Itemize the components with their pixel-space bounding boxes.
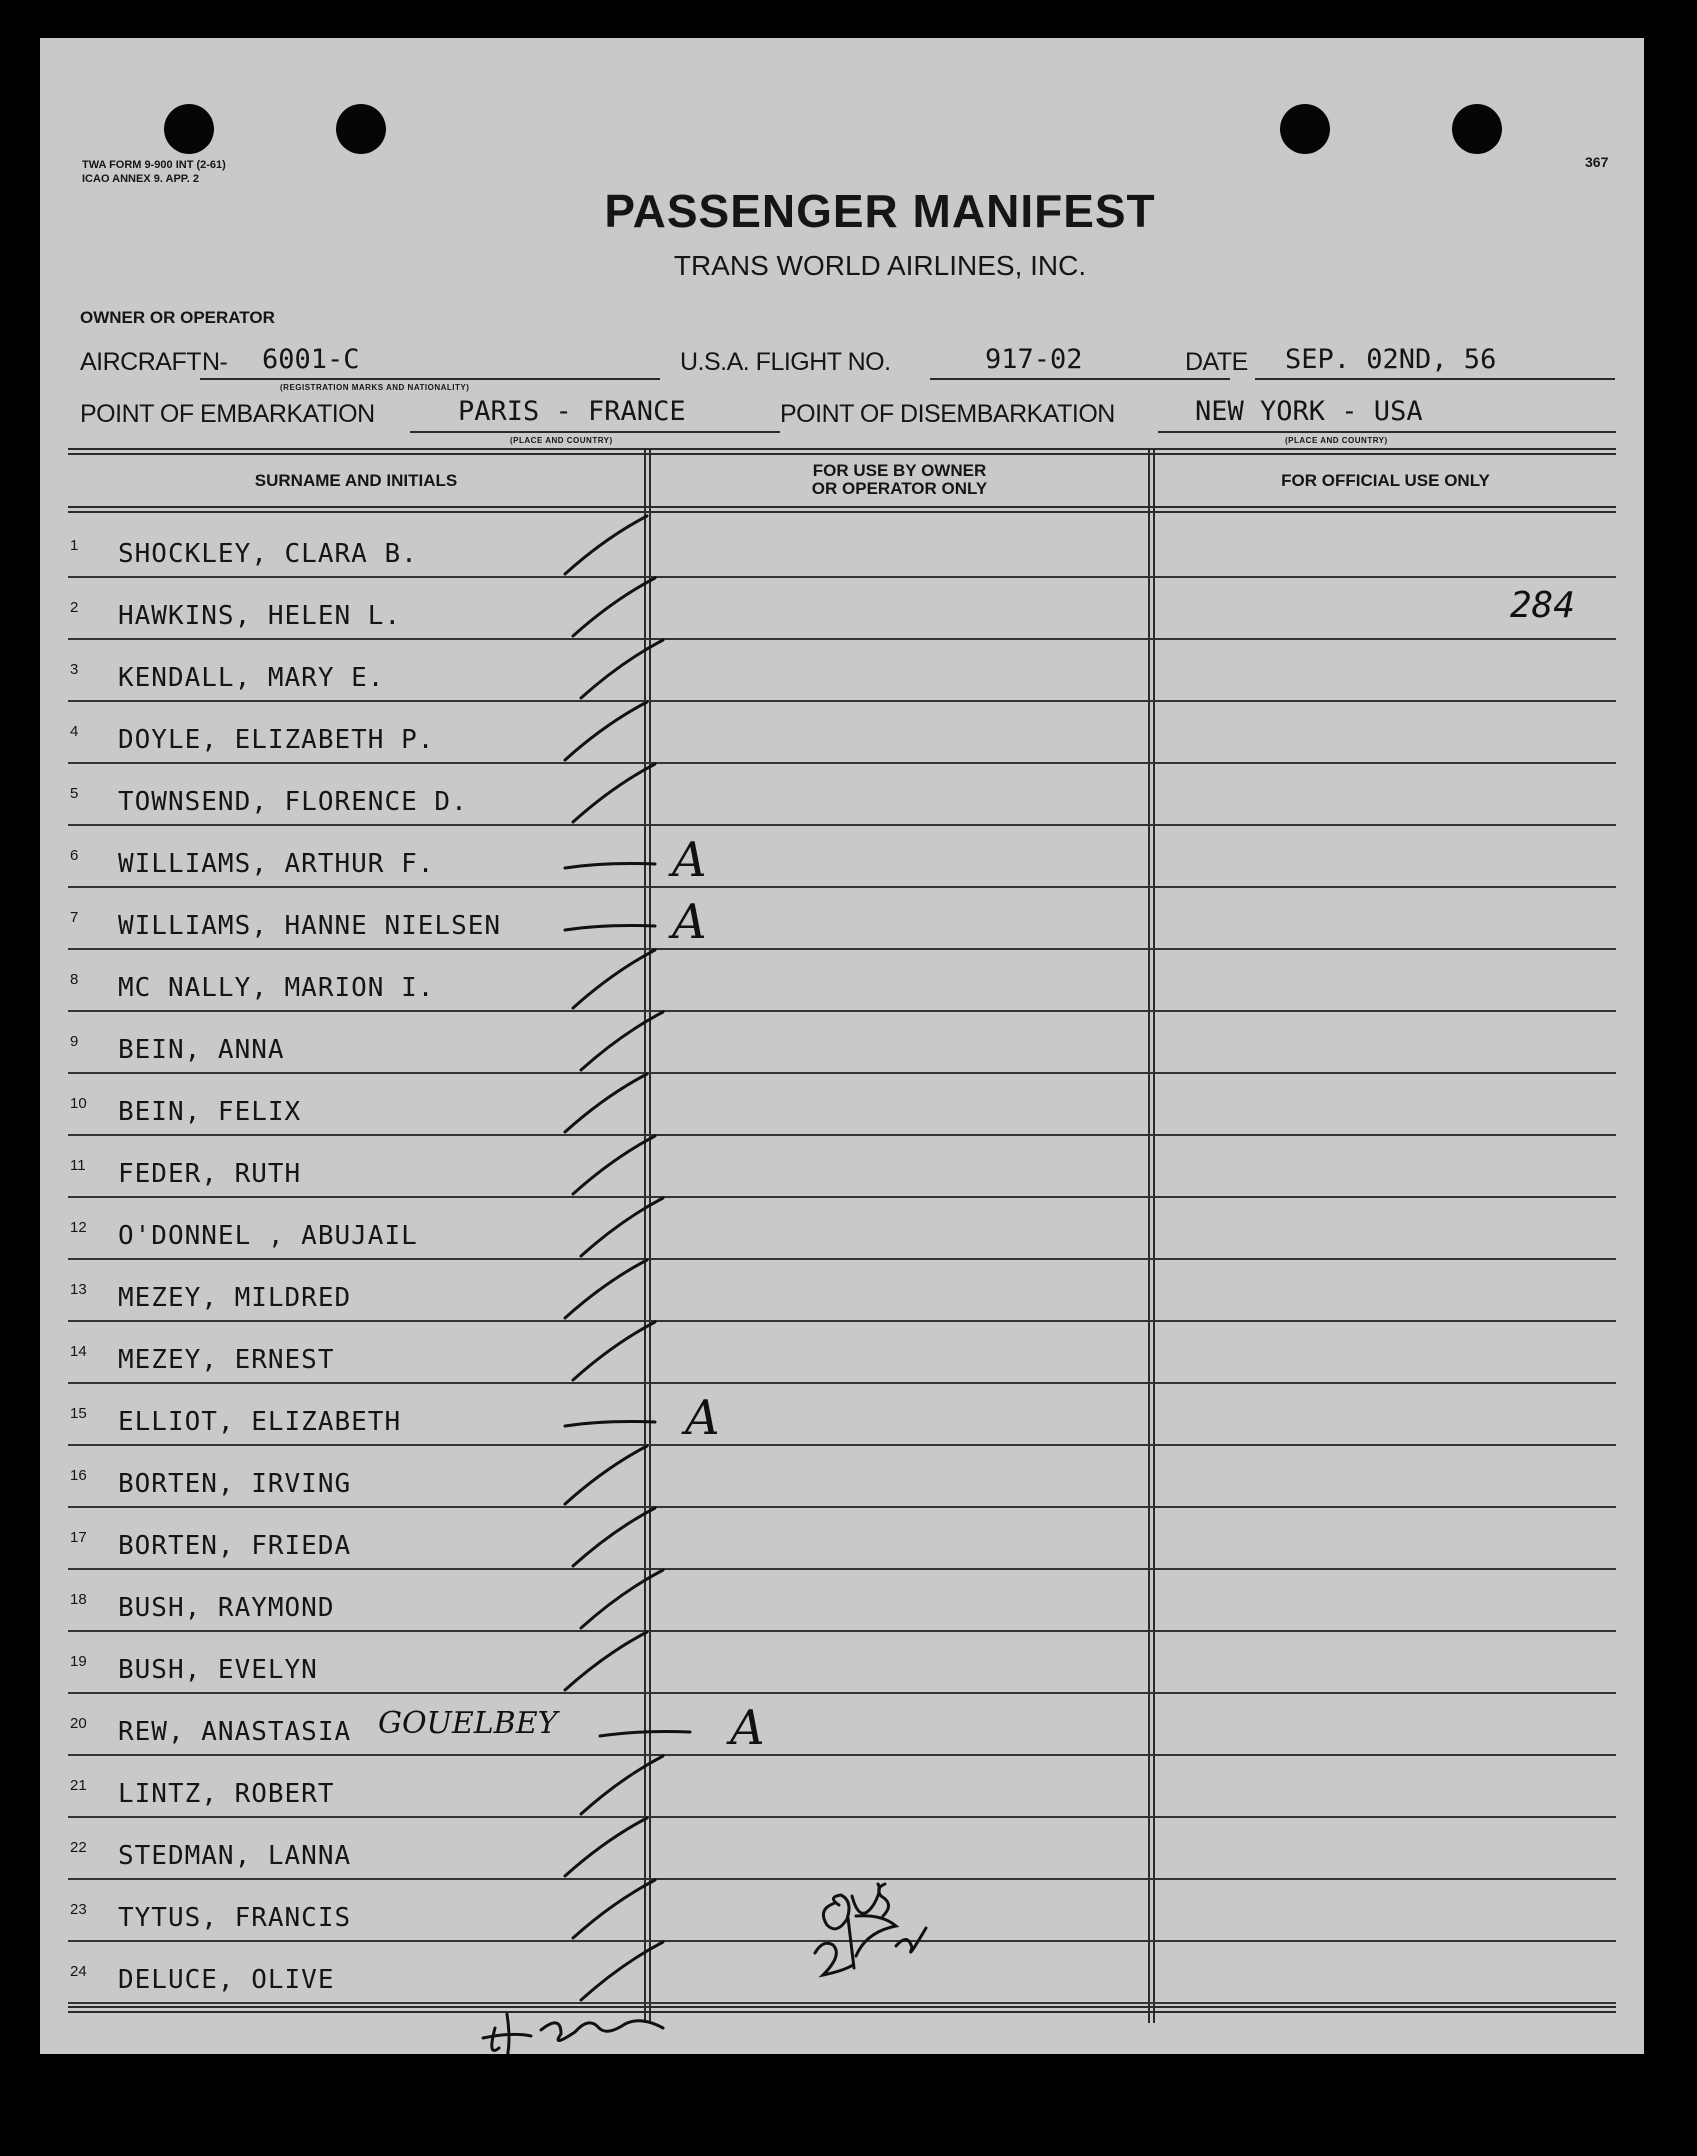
check-mark	[565, 1446, 647, 1504]
official-use-note: 284	[1510, 585, 1576, 626]
check-mark	[573, 1880, 655, 1938]
document-title: PASSENGER MANIFEST	[604, 185, 1156, 237]
row-number: 20	[70, 1715, 87, 1732]
row-number: 15	[70, 1405, 87, 1422]
row-number: 23	[70, 1901, 87, 1918]
row-number: 11	[70, 1157, 86, 1174]
row-number: 24	[70, 1963, 87, 1980]
row-number: 9	[70, 1033, 79, 1050]
form-code-line2: ICAO ANNEX 9. APP. 2	[82, 173, 199, 185]
passenger-name: HAWKINS, HELEN L.	[118, 601, 402, 631]
owner-use-line2: OR OPERATOR ONLY	[811, 479, 988, 498]
handwritten-marks	[40, 38, 1644, 2054]
passenger-name: STEDMAN, LANNA	[118, 1841, 352, 1871]
check-mark	[565, 864, 655, 869]
aircraft-caption: (REGISTRATION MARKS AND NATIONALITY)	[280, 383, 470, 392]
row-number: 5	[70, 785, 79, 802]
document-subtitle: TRANS WORLD AIRLINES, INC.	[673, 250, 1087, 281]
passenger-name: DELUCE, OLIVE	[118, 1965, 335, 1995]
row-number: 17	[70, 1529, 87, 1546]
row-number: 16	[70, 1467, 87, 1484]
check-mark	[581, 1942, 663, 2000]
check-mark	[565, 1632, 647, 1690]
row-number: 18	[70, 1591, 87, 1608]
row-number: 2	[70, 599, 79, 616]
embarkation-value: PARIS - FRANCE	[458, 396, 686, 427]
page-number: 367	[1585, 154, 1609, 170]
row-number: 7	[70, 909, 79, 926]
check-mark	[573, 950, 655, 1008]
check-mark	[565, 702, 647, 760]
handwritten-mark: A	[672, 894, 707, 950]
passenger-name: REW, ANASTASIA	[118, 1717, 352, 1747]
passenger-name: LINTZ, ROBERT	[118, 1779, 335, 1809]
row-number: 3	[70, 661, 79, 678]
check-mark	[565, 1074, 647, 1132]
check-mark	[565, 1818, 647, 1876]
passenger-name: BORTEN, FRIEDA	[118, 1531, 352, 1561]
passenger-name: FEDER, RUTH	[118, 1159, 302, 1189]
passenger-name: BUSH, RAYMOND	[118, 1593, 335, 1623]
passenger-name: MC NALLY, MARION I.	[118, 973, 435, 1003]
passenger-name: O'DONNEL , ABUJAIL	[118, 1221, 418, 1251]
check-mark	[573, 1136, 655, 1194]
aircraft-value: 6001-C	[262, 344, 360, 375]
check-mark	[573, 1508, 655, 1566]
owner-use-line1: FOR USE BY OWNER	[812, 461, 987, 480]
check-mark	[581, 1756, 663, 1814]
flight-label: U.S.A. FLIGHT NO.	[680, 348, 891, 376]
disembarkation-label: POINT OF DISEMBARKATION	[780, 400, 1115, 428]
row-number: 4	[70, 723, 79, 740]
check-mark	[581, 640, 663, 698]
row-number: 21	[70, 1777, 87, 1794]
row-number: 13	[70, 1281, 87, 1298]
passenger-name: MEZEY, MILDRED	[118, 1283, 352, 1313]
check-mark	[581, 1012, 663, 1070]
row-number: 19	[70, 1653, 87, 1670]
disembarkation-value: NEW YORK - USA	[1195, 396, 1423, 427]
check-mark	[565, 1422, 655, 1427]
embarkation-caption: (PLACE AND COUNTRY)	[510, 436, 613, 445]
row-number: 6	[70, 847, 79, 864]
row-number: 8	[70, 971, 79, 988]
handwritten-mark: A	[730, 1700, 765, 1756]
passenger-name: BORTEN, IRVING	[118, 1469, 352, 1499]
check-mark	[565, 1260, 647, 1318]
row-number: 14	[70, 1343, 87, 1360]
passenger-name: KENDALL, MARY E.	[118, 663, 385, 693]
column-header-surname: SURNAME AND INITIALS	[254, 471, 458, 490]
row-number: 10	[70, 1095, 87, 1112]
row-number: 1	[70, 537, 79, 554]
check-mark	[573, 1322, 655, 1380]
check-mark	[581, 1198, 663, 1256]
row-number: 12	[70, 1219, 87, 1236]
passenger-name: WILLIAMS, HANNE NIELSEN	[118, 911, 502, 941]
passenger-name: TYTUS, FRANCIS	[118, 1903, 352, 1933]
check-mark	[565, 926, 655, 931]
handwritten-mark: A	[672, 832, 707, 888]
passenger-name: BEIN, ANNA	[118, 1035, 285, 1065]
form-code-line1: TWA FORM 9-900 INT (2-61)	[82, 159, 226, 171]
check-mark	[565, 516, 647, 574]
date-label: DATE	[1185, 348, 1248, 376]
flight-value: 917-02	[985, 344, 1083, 375]
passenger-name: MEZEY, ERNEST	[118, 1345, 335, 1375]
date-value: SEP. 02ND, 56	[1285, 344, 1497, 375]
manifest-page	[40, 38, 1644, 2054]
check-mark	[573, 764, 655, 822]
passenger-name: ELLIOT, ELIZABETH	[118, 1407, 402, 1437]
embarkation-label: POINT OF EMBARKATION	[80, 400, 375, 428]
handwritten-annotation: GOUELBEY	[378, 1706, 558, 1741]
row-number: 22	[70, 1839, 87, 1856]
check-mark	[581, 1570, 663, 1628]
official-scribble	[483, 1884, 926, 2054]
passenger-name: DOYLE, ELIZABETH P.	[118, 725, 435, 755]
handwritten-mark: A	[685, 1390, 720, 1446]
passenger-name: BUSH, EVELYN	[118, 1655, 318, 1685]
aircraft-prefix: N-	[202, 348, 228, 376]
passenger-name: BEIN, FELIX	[118, 1097, 302, 1127]
passenger-name: WILLIAMS, ARTHUR F.	[118, 849, 435, 879]
passenger-name: SHOCKLEY, CLARA B.	[118, 539, 418, 569]
owner-operator-label: OWNER OR OPERATOR	[80, 308, 275, 327]
check-mark	[573, 578, 655, 636]
passenger-name: TOWNSEND, FLORENCE D.	[118, 787, 468, 817]
column-header-official-use: FOR OFFICIAL USE ONLY	[1281, 471, 1490, 490]
check-mark	[600, 1732, 690, 1737]
aircraft-label: AIRCRAFT	[80, 348, 201, 376]
disembarkation-caption: (PLACE AND COUNTRY)	[1285, 436, 1388, 445]
